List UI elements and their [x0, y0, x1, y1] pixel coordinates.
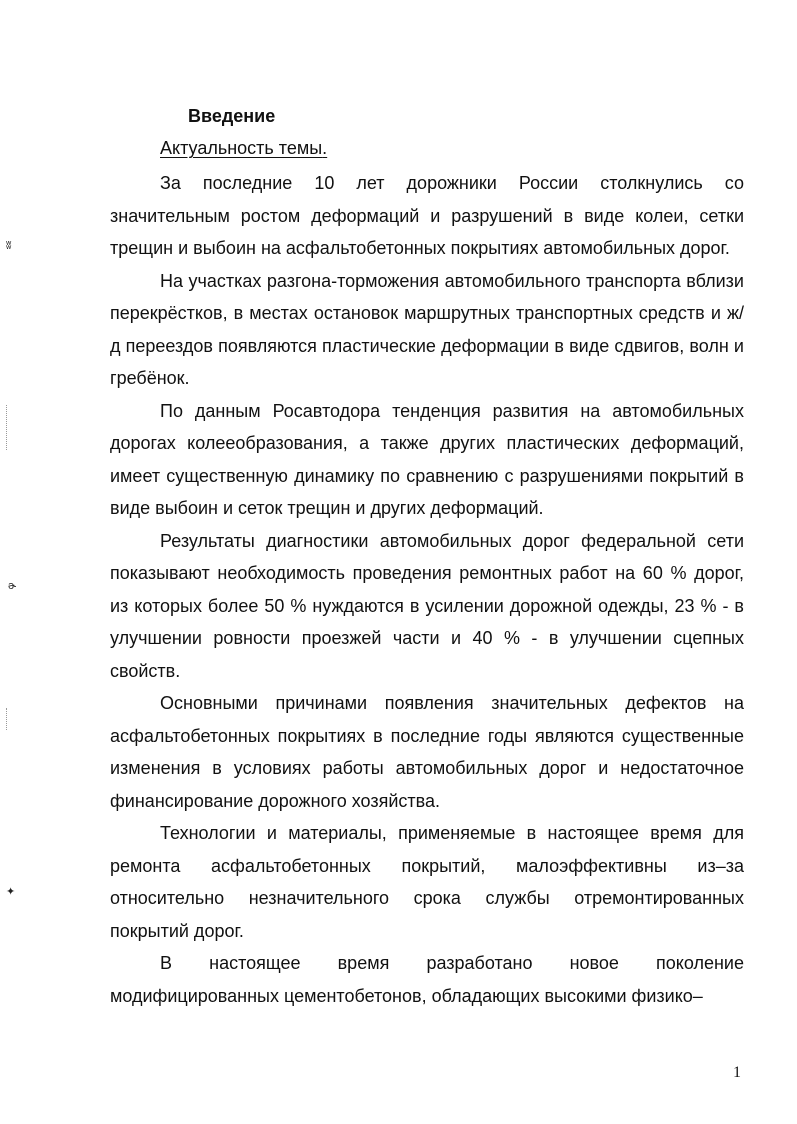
paragraph: Основными причинами появления значительных дефектов на асфальтобетонных покрытиях в последние годы являются существенные изменения в условиях работы автомобильных дорог и недостаточное финансирование дорожного хозяйства.: [110, 693, 744, 811]
scan-artifact-mark: ɚ: [8, 580, 17, 592]
paragraph: Результаты диагностики автомобильных дорог федеральной сети показывают необходимость проведения ремонтных работ на 60 % дорог, из которых более 50 % нуждаются в усилении дорожной одежды, 23 % - в улучшении ровности проезжей части и 40 % - в улучшении сцепных свойств.: [110, 530, 744, 681]
scan-artifact-mark: ✦: [6, 886, 16, 898]
section-heading: Введение: [188, 106, 276, 126]
paragraph: В настоящее время разработано новое поколение модифицированных цементобетонов, обладающих высокими физико–: [110, 953, 744, 1006]
paragraph: По данным Росавтодора тенденция развития на автомобильных дорогах колееобразования, а также других пластических деформаций, имеет существенную динамику по сравнению с разрушениями покрытий в виде выбоин и сеток трещин и других деформаций.: [110, 400, 744, 518]
scan-artifact-dots: [6, 405, 8, 450]
scan-artifact-dots: [6, 708, 8, 730]
paragraph: Технологии и материалы, применяемые в настоящее время для ремонта асфальтобетонных покрытий, малоэффективны из–за относительно незначительного срока службы отремонтированных покрытий дорог.: [110, 823, 744, 941]
scan-artifact-mark: ʬ: [6, 240, 12, 252]
subheading-text: Актуальность темы: [160, 138, 323, 158]
paragraph: На участках разгона-торможения автомобильного транспорта вблизи перекрёстков, в местах остановок маршрутных транспортных средств и ж/д переездов появляются пластические деформации в виде сдвигов, волн и гребёнок.: [110, 270, 744, 388]
document-body: [110, 167, 744, 1012]
paragraph: За последние 10 лет дорожники России столкнулись со значительным ростом деформаций и разрушений в виде колеи, сетки трещин и выбоин на асфальтобетонных покрытиях автомобильных дорог.: [110, 173, 744, 258]
page-number: 1: [733, 1064, 741, 1081]
subheading-punctuation: .: [322, 138, 328, 158]
section-subheading: [160, 136, 327, 160]
